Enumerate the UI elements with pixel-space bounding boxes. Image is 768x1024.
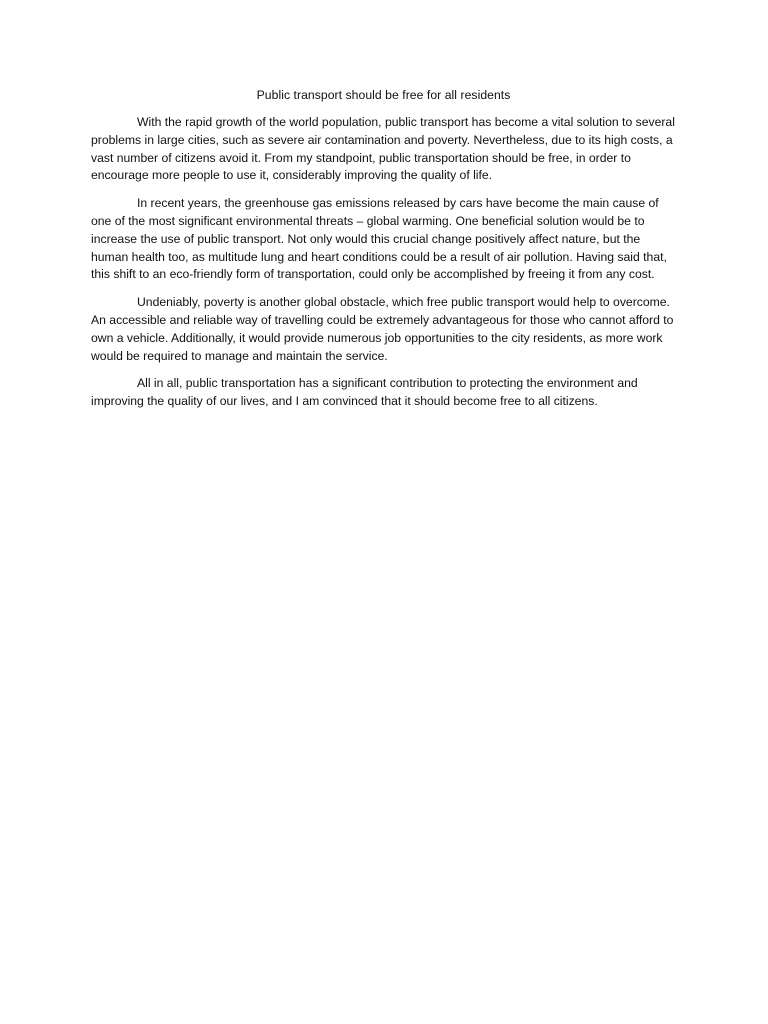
paragraph-introduction: With the rapid growth of the world population, public transport has become a vital solution to several problems in large cities, such as severe air contamination and poverty. Nevertheless, due to its high costs, a vast number of citizens avoid it. From my standpoint, public transportation should be free, in order to encourage more people to use it, considerably improving the quality of life. [91, 115, 675, 183]
paragraph-conclusion: All in all, public transportation has a significant contribution to protecting the environment and improving the quality of our lives, and I am convinced that it should become free to all citizens. [91, 376, 638, 409]
document-title: Public transport should be free for all residents [256, 88, 511, 102]
document-body [91, 86, 676, 421]
paragraph-poverty: Undeniably, poverty is another global obstacle, which free public transport would help to overcome. An accessible and reliable way of travelling could be extremely advantageous for those who cannot afford to own a vehicle. Additionally, it would provide numerous job opportunities to the city residents, as more work would be required to manage and maintain the service. [91, 295, 674, 363]
paragraph-environment: In recent years, the greenhouse gas emissions released by cars have become the main cause of one of the most significant environmental threats – global warming. One beneficial solution would be to increase the use of public transport. Not only would this crucial change positively affect nature, but the human health too, as multitude lung and heart conditions could be a result of air pollution. Having said that, this shift to an eco-friendly form of transportation, could only be accomplished by freeing it from any cost. [91, 196, 667, 282]
